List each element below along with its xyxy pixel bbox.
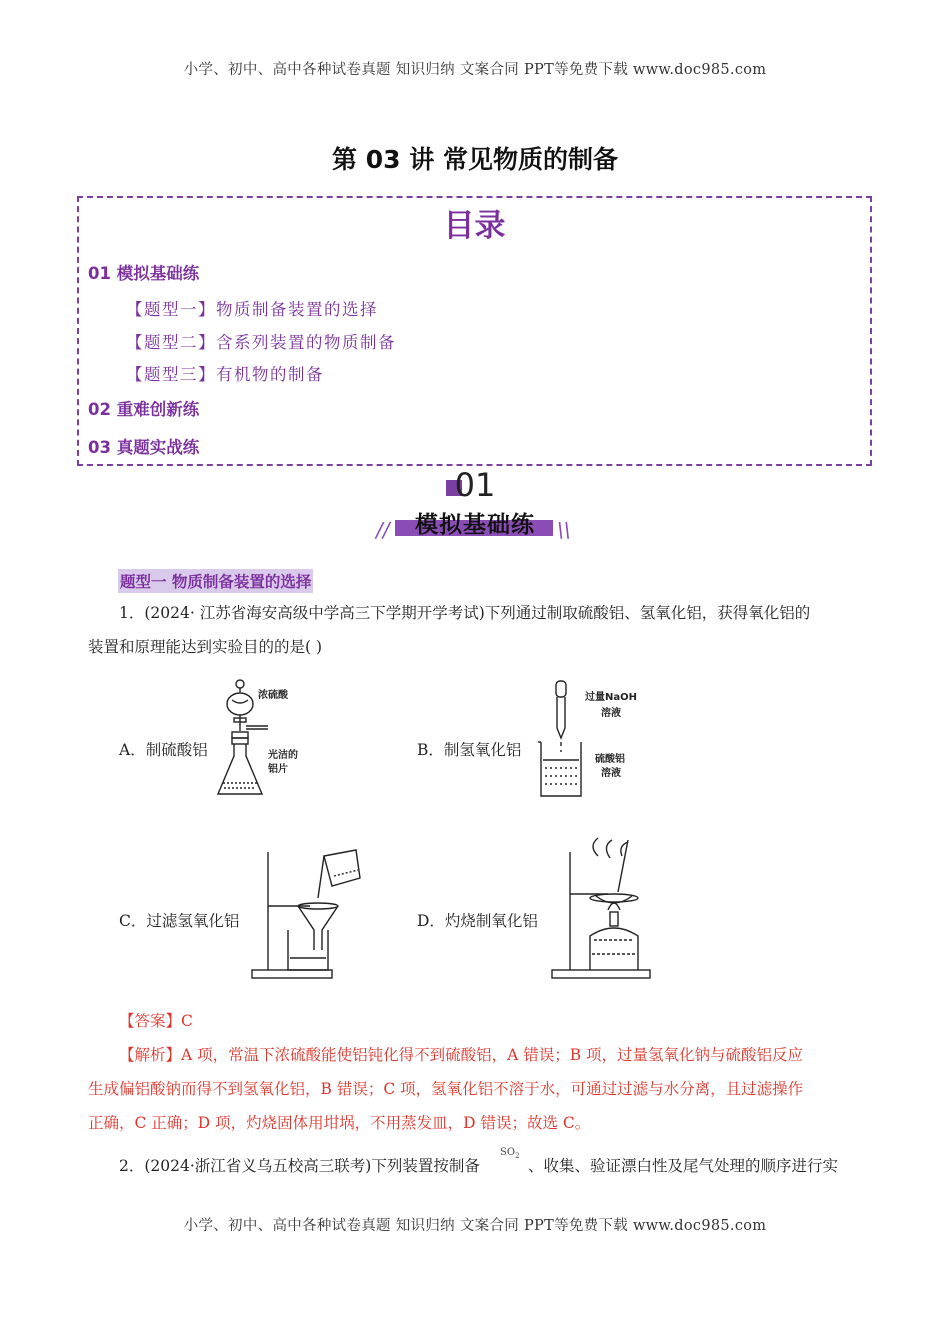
q1-answer: 【答案】C (119, 1012, 193, 1030)
apparatus-c-figure (248, 846, 368, 982)
page-header: 小学、初中、高中各种试卷真题 知识归纳 文案合同 PPT等免费下载 www.doc985.com (183, 62, 767, 78)
banner-number: 01 (454, 466, 496, 504)
page-title: 第 03 讲 常见物质的制备 (332, 145, 618, 174)
toc-heading: 目录 (443, 208, 506, 244)
fig-a-label-2: 光洁的 (268, 750, 298, 761)
q2-line1-part1: 2．(2024·浙江省义乌五校高三联考)下列装置按制备 (119, 1157, 480, 1175)
q1-analysis-line1: 【解析】A 项，常温下浓硫酸能使铝钝化得不到硫酸铝，A 错误；B 项，过量氢氧化钠与硫酸铝反应 (119, 1046, 804, 1064)
toc-item-01[interactable]: 01 模拟基础练 (88, 264, 200, 283)
fig-b-label-4: 溶液 (601, 768, 621, 779)
banner-title: 模拟基础练 (415, 512, 535, 538)
toc-item-type1[interactable]: 【题型一】物质制备装置的选择 (126, 300, 378, 319)
toc-item-type2[interactable]: 【题型二】含系列装置的物质制备 (126, 333, 396, 352)
apparatus-a-figure (210, 676, 320, 804)
fig-a-label-1: 浓硫酸 (258, 690, 288, 701)
q1-option-d: D．灼烧制氧化铝 (417, 912, 538, 930)
q1-line2: 装置和原理能达到实验目的的是( ) (88, 638, 323, 656)
q2-so2-formula: $SO_2$ (500, 1147, 520, 1160)
section-label: 题型一 物质制备装置的选择 (118, 569, 313, 593)
banner-left-slash-icon: // (376, 518, 390, 542)
q1-analysis-line2: 生成偏铝酸钠而得不到氢氧化铝，B 错误；C 项，氢氧化铝不溶于水，可通过过滤与水分离，且过滤操作 (88, 1080, 804, 1098)
q1-option-c: C．过滤氢氧化铝 (119, 912, 240, 930)
fig-b-label-1: 过量NaOH (585, 692, 637, 703)
q1-option-a: A．制硫酸铝 (119, 741, 208, 759)
q1-option-b: B．制氢氧化铝 (417, 741, 522, 759)
q1-analysis-line3: 正确，C 正确；D 项，灼烧固体用坩埚，不用蒸发皿，D 错误；故选 C。 (88, 1114, 591, 1132)
toc-item-03[interactable]: 03 真题实战练 (88, 438, 200, 457)
apparatus-b-figure (535, 676, 655, 804)
apparatus-d-figure (548, 836, 668, 982)
toc-item-type3[interactable]: 【题型三】有机物的制备 (126, 365, 324, 384)
fig-b-label-3: 硫酸铝 (595, 754, 625, 765)
banner-right-slash-icon: \\ (557, 518, 571, 542)
q1-line1: 1．(2024· 江苏省海安高级中学高三下学期开学考试)下列通过制取硫酸铝、氢氧化铝，获得氧化铝的 (119, 604, 811, 622)
page-footer: 小学、初中、高中各种试卷真题 知识归纳 文案合同 PPT等免费下载 www.doc985.com (183, 1218, 767, 1234)
q2-line1-part2: 、收集、验证漂白性及尾气处理的顺序进行实 (528, 1157, 839, 1175)
fig-b-label-2: 溶液 (601, 708, 621, 719)
fig-a-label-3: 铝片 (268, 764, 288, 775)
toc-item-02[interactable]: 02 重难创新练 (88, 400, 200, 419)
